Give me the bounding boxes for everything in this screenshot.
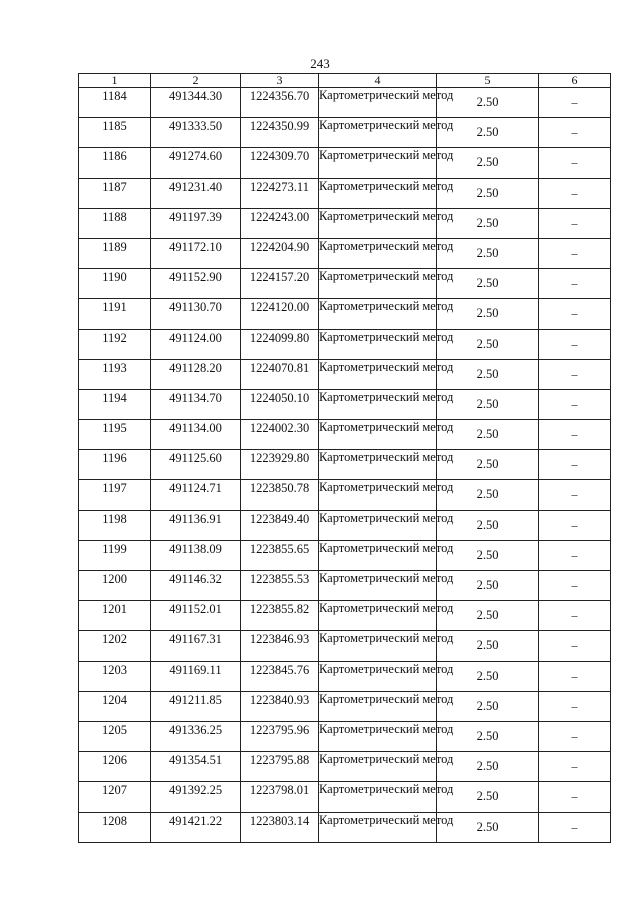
cell-note: –: [539, 752, 611, 782]
table-row: [79, 480, 611, 510]
cell-x-coordinate: 491231.40: [151, 178, 241, 208]
cell-y-coordinate: 1223840.93: [241, 691, 319, 721]
cell-note: –: [539, 208, 611, 238]
page-number: 243: [310, 56, 330, 71]
cell-method: Картометрический метод: [319, 661, 437, 691]
cell-method: Картометрический метод: [319, 782, 437, 812]
cell-accuracy: 2.50: [437, 420, 539, 450]
cell-x-coordinate: 491134.00: [151, 420, 241, 450]
cell-note: –: [539, 782, 611, 812]
table-row: [79, 118, 611, 148]
cell-method: Картометрический метод: [319, 148, 437, 178]
cell-note: –: [539, 148, 611, 178]
cell-point-number: 1184: [79, 88, 151, 118]
cell-method: Картометрический метод: [319, 510, 437, 540]
cell-point-number: 1189: [79, 238, 151, 268]
header-cell-5: 5: [437, 74, 539, 88]
cell-accuracy: 2.50: [437, 238, 539, 268]
header-cell-2: 2: [151, 74, 241, 88]
cell-method: Картометрический метод: [319, 480, 437, 510]
cell-x-coordinate: 491344.30: [151, 88, 241, 118]
table-row: [79, 208, 611, 238]
cell-accuracy: 2.50: [437, 148, 539, 178]
cell-note: –: [539, 450, 611, 480]
cell-x-coordinate: 491146.32: [151, 571, 241, 601]
cell-method: Картометрический метод: [319, 450, 437, 480]
cell-accuracy: 2.50: [437, 601, 539, 631]
cell-accuracy: 2.50: [437, 359, 539, 389]
cell-note: –: [539, 510, 611, 540]
header-cell-1: 1: [79, 74, 151, 88]
cell-y-coordinate: 1223855.82: [241, 601, 319, 631]
cell-note: –: [539, 329, 611, 359]
cell-note: –: [539, 359, 611, 389]
table-row: [79, 721, 611, 751]
cell-note: –: [539, 420, 611, 450]
cell-accuracy: 2.50: [437, 208, 539, 238]
cell-point-number: 1208: [79, 812, 151, 842]
cell-note: –: [539, 691, 611, 721]
cell-y-coordinate: 1224002.30: [241, 420, 319, 450]
cell-point-number: 1205: [79, 721, 151, 751]
cell-accuracy: 2.50: [437, 450, 539, 480]
cell-x-coordinate: 491211.85: [151, 691, 241, 721]
cell-x-coordinate: 491138.09: [151, 540, 241, 570]
table-row: [79, 178, 611, 208]
cell-y-coordinate: 1224309.70: [241, 148, 319, 178]
cell-method: Картометрический метод: [319, 359, 437, 389]
table-body: [79, 88, 611, 843]
coordinates-table: [78, 73, 611, 843]
cell-x-coordinate: 491134.70: [151, 389, 241, 419]
table-row: [79, 88, 611, 118]
cell-method: Картометрический метод: [319, 208, 437, 238]
cell-method: Картометрический метод: [319, 178, 437, 208]
header-cell-6: 6: [539, 74, 611, 88]
cell-accuracy: 2.50: [437, 88, 539, 118]
cell-accuracy: 2.50: [437, 389, 539, 419]
table-row: [79, 420, 611, 450]
table-row: [79, 238, 611, 268]
cell-x-coordinate: 491136.91: [151, 510, 241, 540]
cell-point-number: 1188: [79, 208, 151, 238]
cell-y-coordinate: 1224350.99: [241, 118, 319, 148]
cell-y-coordinate: 1224120.00: [241, 299, 319, 329]
cell-y-coordinate: 1223929.80: [241, 450, 319, 480]
cell-x-coordinate: 491197.39: [151, 208, 241, 238]
cell-point-number: 1204: [79, 691, 151, 721]
cell-note: –: [539, 178, 611, 208]
cell-method: Картометрический метод: [319, 601, 437, 631]
cell-point-number: 1193: [79, 359, 151, 389]
cell-y-coordinate: 1223846.93: [241, 631, 319, 661]
cell-x-coordinate: 491167.31: [151, 631, 241, 661]
cell-y-coordinate: 1223798.01: [241, 782, 319, 812]
cell-accuracy: 2.50: [437, 510, 539, 540]
cell-y-coordinate: 1224243.00: [241, 208, 319, 238]
cell-note: –: [539, 601, 611, 631]
cell-x-coordinate: 491128.20: [151, 359, 241, 389]
cell-note: –: [539, 480, 611, 510]
cell-accuracy: 2.50: [437, 178, 539, 208]
table-row: [79, 601, 611, 631]
cell-y-coordinate: 1223845.76: [241, 661, 319, 691]
cell-method: Картометрический метод: [319, 88, 437, 118]
cell-point-number: 1202: [79, 631, 151, 661]
table-row: [79, 299, 611, 329]
cell-point-number: 1196: [79, 450, 151, 480]
cell-point-number: 1201: [79, 601, 151, 631]
cell-y-coordinate: 1223795.88: [241, 752, 319, 782]
cell-x-coordinate: 491392.25: [151, 782, 241, 812]
cell-x-coordinate: 491274.60: [151, 148, 241, 178]
cell-point-number: 1207: [79, 782, 151, 812]
cell-y-coordinate: 1223850.78: [241, 480, 319, 510]
cell-method: Картометрический метод: [319, 238, 437, 268]
cell-point-number: 1195: [79, 420, 151, 450]
cell-note: –: [539, 631, 611, 661]
cell-note: –: [539, 540, 611, 570]
table-row: [79, 540, 611, 570]
cell-accuracy: 2.50: [437, 752, 539, 782]
table-row: [79, 389, 611, 419]
cell-point-number: 1186: [79, 148, 151, 178]
cell-note: –: [539, 812, 611, 842]
table-row: [79, 631, 611, 661]
cell-point-number: 1203: [79, 661, 151, 691]
cell-accuracy: 2.50: [437, 631, 539, 661]
cell-x-coordinate: 491172.10: [151, 238, 241, 268]
header-row: [79, 74, 611, 88]
cell-note: –: [539, 571, 611, 601]
cell-x-coordinate: 491124.71: [151, 480, 241, 510]
cell-method: Картометрический метод: [319, 721, 437, 751]
cell-accuracy: 2.50: [437, 299, 539, 329]
cell-note: –: [539, 269, 611, 299]
cell-note: –: [539, 721, 611, 751]
cell-y-coordinate: 1223855.53: [241, 571, 319, 601]
cell-x-coordinate: 491333.50: [151, 118, 241, 148]
cell-x-coordinate: 491125.60: [151, 450, 241, 480]
cell-x-coordinate: 491169.11: [151, 661, 241, 691]
cell-x-coordinate: 491354.51: [151, 752, 241, 782]
cell-method: Картометрический метод: [319, 118, 437, 148]
cell-method: Картометрический метод: [319, 691, 437, 721]
cell-point-number: 1197: [79, 480, 151, 510]
cell-method: Картометрический метод: [319, 812, 437, 842]
cell-x-coordinate: 491152.90: [151, 269, 241, 299]
cell-method: Картометрический метод: [319, 420, 437, 450]
cell-accuracy: 2.50: [437, 721, 539, 751]
cell-x-coordinate: 491336.25: [151, 721, 241, 751]
cell-method: Картометрический метод: [319, 299, 437, 329]
table-row: [79, 752, 611, 782]
cell-y-coordinate: 1223795.96: [241, 721, 319, 751]
header-cell-3: 3: [241, 74, 319, 88]
table-row: [79, 661, 611, 691]
cell-point-number: 1206: [79, 752, 151, 782]
table-row: [79, 269, 611, 299]
cell-method: Картометрический метод: [319, 329, 437, 359]
table-row: [79, 571, 611, 601]
cell-method: Картометрический метод: [319, 571, 437, 601]
header-cell-4: 4: [319, 74, 437, 88]
cell-point-number: 1200: [79, 571, 151, 601]
cell-accuracy: 2.50: [437, 812, 539, 842]
cell-accuracy: 2.50: [437, 571, 539, 601]
cell-y-coordinate: 1224157.20: [241, 269, 319, 299]
cell-accuracy: 2.50: [437, 540, 539, 570]
cell-method: Картометрический метод: [319, 631, 437, 661]
cell-point-number: 1194: [79, 389, 151, 419]
table-row: [79, 359, 611, 389]
table-row: [79, 812, 611, 842]
cell-point-number: 1199: [79, 540, 151, 570]
cell-x-coordinate: 491130.70: [151, 299, 241, 329]
cell-method: Картометрический метод: [319, 752, 437, 782]
table-row: [79, 510, 611, 540]
table-row: [79, 450, 611, 480]
table-row: [79, 691, 611, 721]
cell-point-number: 1191: [79, 299, 151, 329]
cell-x-coordinate: 491152.01: [151, 601, 241, 631]
cell-note: –: [539, 299, 611, 329]
cell-y-coordinate: 1223803.14: [241, 812, 319, 842]
cell-method: Картометрический метод: [319, 389, 437, 419]
cell-point-number: 1185: [79, 118, 151, 148]
cell-y-coordinate: 1224070.81: [241, 359, 319, 389]
cell-point-number: 1187: [79, 178, 151, 208]
cell-y-coordinate: 1223849.40: [241, 510, 319, 540]
table-row: [79, 148, 611, 178]
cell-y-coordinate: 1224273.11: [241, 178, 319, 208]
cell-note: –: [539, 389, 611, 419]
cell-accuracy: 2.50: [437, 691, 539, 721]
cell-note: –: [539, 661, 611, 691]
cell-y-coordinate: 1224050.10: [241, 389, 319, 419]
cell-point-number: 1198: [79, 510, 151, 540]
cell-method: Картометрический метод: [319, 269, 437, 299]
cell-accuracy: 2.50: [437, 661, 539, 691]
cell-x-coordinate: 491124.00: [151, 329, 241, 359]
cell-accuracy: 2.50: [437, 329, 539, 359]
cell-note: –: [539, 118, 611, 148]
cell-y-coordinate: 1224204.90: [241, 238, 319, 268]
cell-accuracy: 2.50: [437, 269, 539, 299]
cell-accuracy: 2.50: [437, 480, 539, 510]
cell-accuracy: 2.50: [437, 118, 539, 148]
cell-y-coordinate: 1224099.80: [241, 329, 319, 359]
cell-point-number: 1190: [79, 269, 151, 299]
cell-y-coordinate: 1223855.65: [241, 540, 319, 570]
cell-method: Картометрический метод: [319, 540, 437, 570]
cell-x-coordinate: 491421.22: [151, 812, 241, 842]
cell-y-coordinate: 1224356.70: [241, 88, 319, 118]
cell-note: –: [539, 238, 611, 268]
table-row: [79, 329, 611, 359]
table-row: [79, 782, 611, 812]
cell-accuracy: 2.50: [437, 782, 539, 812]
cell-note: –: [539, 88, 611, 118]
cell-point-number: 1192: [79, 329, 151, 359]
